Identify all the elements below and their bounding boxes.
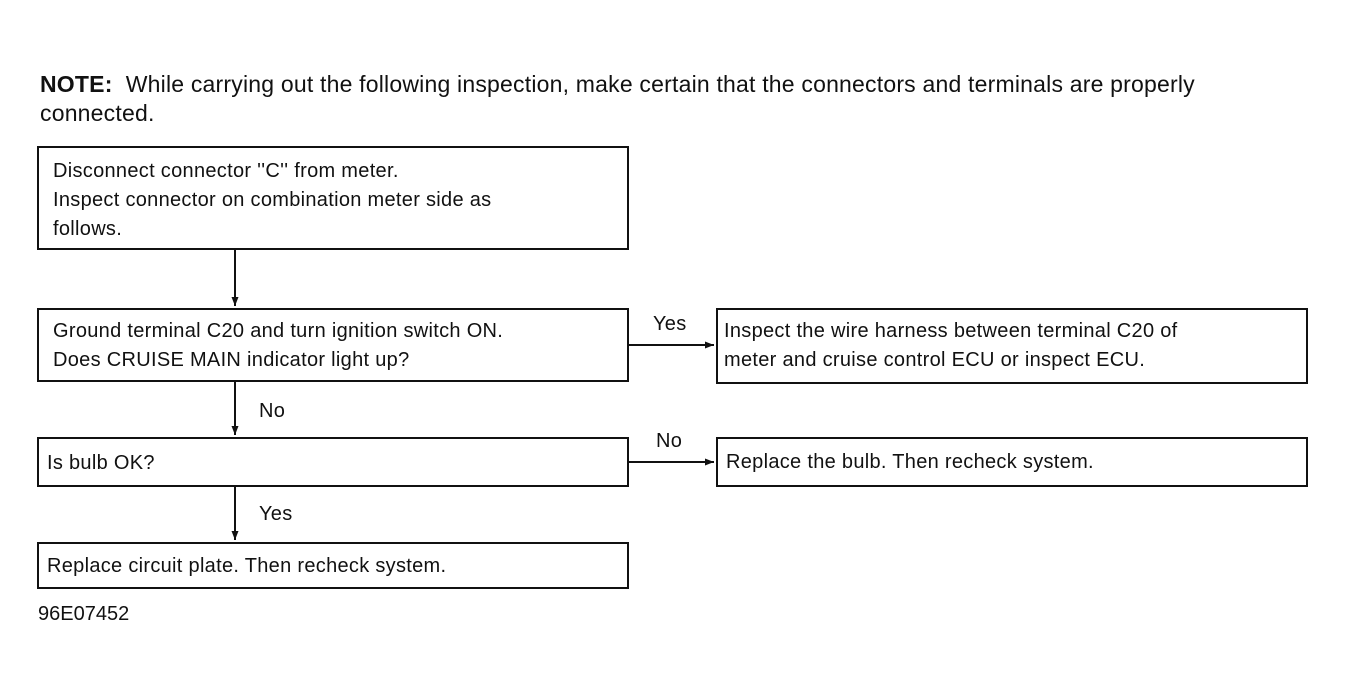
step-disconnect-connector-box [37, 146, 629, 250]
note-label: NOTE: [40, 71, 113, 97]
step-replace-bulb-box [716, 437, 1308, 487]
step-line: Disconnect connector ''C'' from meter. [53, 160, 399, 182]
step-line: Does CRUISE MAIN indicator light up? [53, 349, 410, 371]
edge-label-ground-no: No [259, 400, 286, 422]
step-inspect-harness-box [716, 308, 1308, 384]
step-ground-terminal-box [37, 308, 629, 382]
step-bulb-check-box [37, 437, 629, 487]
figure-code: 96E07452 [38, 603, 130, 625]
step-replace-circuit-plate-box [37, 542, 629, 589]
step-line: Is bulb OK? [47, 452, 155, 474]
edge-label-bulb-yes: Yes [259, 503, 293, 525]
step-line: Inspect the wire harness between terminal C20 of [724, 320, 1178, 342]
step-line: meter and cruise control ECU or inspect ECU. [724, 349, 1146, 371]
step-line: follows. [53, 218, 123, 240]
note-text: While carrying out the following inspection, make certain that the connectors and terminals are properly connected. [40, 71, 1195, 126]
step-line: Replace circuit plate. Then recheck system. [47, 555, 447, 577]
edge-label-bulb-no: No [656, 430, 683, 452]
edge-label-ground-yes: Yes [653, 313, 687, 335]
step-line: Inspect connector on combination meter side as [53, 189, 492, 211]
step-line: Replace the bulb. Then recheck system. [726, 451, 1094, 473]
step-line: Ground terminal C20 and turn ignition switch ON. [53, 320, 504, 342]
